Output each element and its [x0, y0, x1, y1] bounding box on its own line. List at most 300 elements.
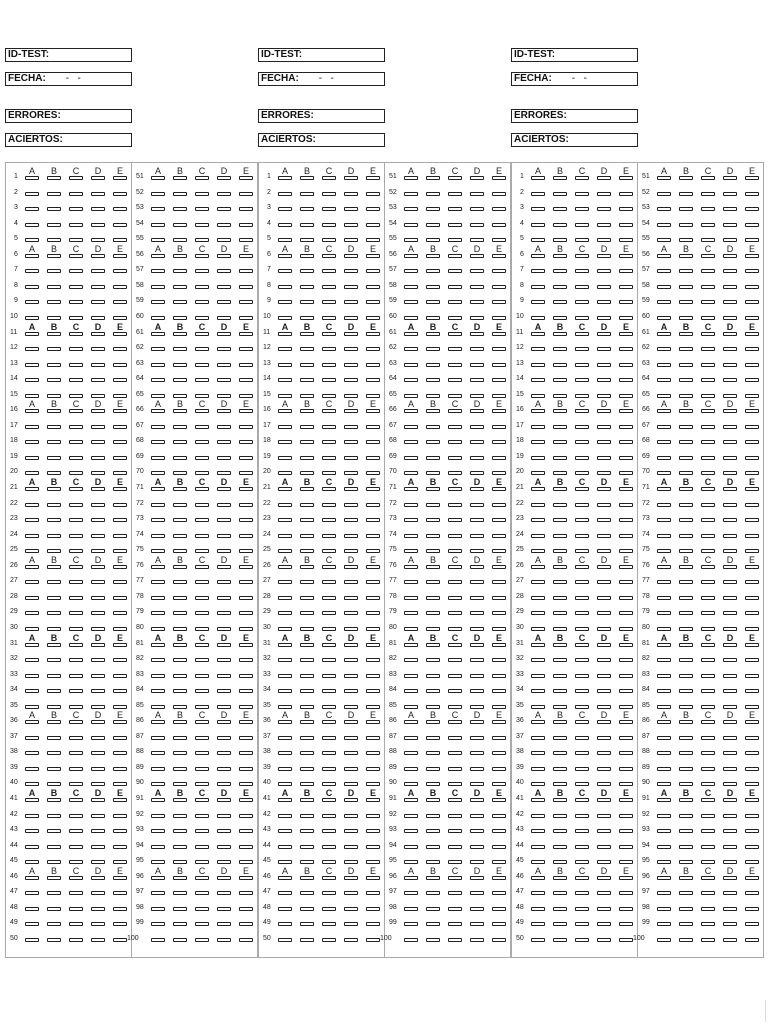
answer-bubble-d[interactable]: [91, 907, 105, 911]
answer-bubble-c[interactable]: [701, 238, 715, 242]
answer-bubble-d[interactable]: [723, 316, 737, 320]
answer-bubble-c[interactable]: [448, 643, 462, 647]
answer-bubble-c[interactable]: [69, 767, 83, 771]
answer-bubble-c[interactable]: [701, 720, 715, 724]
answer-bubble-d[interactable]: [723, 860, 737, 864]
answer-bubble-b[interactable]: [173, 363, 187, 367]
answer-bubble-a[interactable]: [151, 300, 165, 304]
answer-bubble-a[interactable]: [278, 782, 292, 786]
answer-bubble-a[interactable]: [531, 782, 545, 786]
answer-bubble-b[interactable]: [426, 767, 440, 771]
answer-bubble-c[interactable]: [195, 409, 209, 413]
answer-bubble-e[interactable]: [745, 580, 759, 584]
answer-bubble-e[interactable]: [366, 518, 380, 522]
answer-bubble-e[interactable]: [239, 907, 253, 911]
answer-bubble-b[interactable]: [300, 332, 314, 336]
answer-bubble-b[interactable]: [553, 736, 567, 740]
answer-bubble-b[interactable]: [173, 782, 187, 786]
answer-bubble-c[interactable]: [448, 332, 462, 336]
answer-bubble-c[interactable]: [69, 347, 83, 351]
answer-bubble-c[interactable]: [448, 176, 462, 180]
answer-bubble-e[interactable]: [745, 254, 759, 258]
answer-bubble-b[interactable]: [300, 720, 314, 724]
answer-bubble-e[interactable]: [745, 549, 759, 553]
answer-bubble-a[interactable]: [404, 814, 418, 818]
answer-bubble-d[interactable]: [723, 409, 737, 413]
answer-bubble-d[interactable]: [723, 378, 737, 382]
answer-bubble-a[interactable]: [151, 176, 165, 180]
answer-bubble-b[interactable]: [553, 829, 567, 833]
answer-bubble-b[interactable]: [300, 487, 314, 491]
answer-bubble-d[interactable]: [470, 440, 484, 444]
answer-bubble-b[interactable]: [553, 596, 567, 600]
answer-bubble-c[interactable]: [575, 689, 589, 693]
answer-bubble-c[interactable]: [322, 456, 336, 460]
answer-bubble-d[interactable]: [344, 643, 358, 647]
answer-bubble-c[interactable]: [448, 767, 462, 771]
answer-bubble-a[interactable]: [25, 736, 39, 740]
answer-bubble-d[interactable]: [217, 596, 231, 600]
answer-bubble-b[interactable]: [300, 565, 314, 569]
answer-bubble-d[interactable]: [597, 534, 611, 538]
answer-bubble-b[interactable]: [300, 192, 314, 196]
answer-bubble-d[interactable]: [723, 720, 737, 724]
answer-bubble-c[interactable]: [195, 596, 209, 600]
answer-bubble-e[interactable]: [113, 269, 127, 273]
answer-bubble-d[interactable]: [470, 736, 484, 740]
answer-bubble-e[interactable]: [492, 580, 506, 584]
answer-bubble-b[interactable]: [553, 471, 567, 475]
answer-bubble-c[interactable]: [448, 440, 462, 444]
answer-bubble-c[interactable]: [322, 238, 336, 242]
answer-bubble-b[interactable]: [300, 658, 314, 662]
answer-bubble-e[interactable]: [619, 596, 633, 600]
answer-bubble-a[interactable]: [25, 891, 39, 895]
answer-bubble-c[interactable]: [322, 332, 336, 336]
answer-bubble-e[interactable]: [492, 736, 506, 740]
answer-bubble-b[interactable]: [47, 300, 61, 304]
answer-bubble-b[interactable]: [553, 798, 567, 802]
answer-bubble-a[interactable]: [151, 891, 165, 895]
answer-bubble-b[interactable]: [47, 922, 61, 926]
answer-bubble-e[interactable]: [745, 223, 759, 227]
answer-bubble-e[interactable]: [239, 565, 253, 569]
answer-bubble-d[interactable]: [597, 829, 611, 833]
answer-bubble-a[interactable]: [25, 518, 39, 522]
answer-bubble-a[interactable]: [404, 891, 418, 895]
answer-bubble-d[interactable]: [470, 176, 484, 180]
answer-bubble-c[interactable]: [322, 487, 336, 491]
answer-bubble-c[interactable]: [575, 720, 589, 724]
answer-bubble-a[interactable]: [657, 378, 671, 382]
answer-bubble-a[interactable]: [278, 643, 292, 647]
answer-bubble-a[interactable]: [657, 782, 671, 786]
answer-bubble-a[interactable]: [278, 487, 292, 491]
answer-bubble-d[interactable]: [91, 378, 105, 382]
answer-bubble-c[interactable]: [322, 580, 336, 584]
answer-bubble-a[interactable]: [531, 254, 545, 258]
answer-bubble-d[interactable]: [217, 471, 231, 475]
answer-bubble-b[interactable]: [300, 674, 314, 678]
answer-bubble-a[interactable]: [151, 829, 165, 833]
answer-bubble-d[interactable]: [217, 363, 231, 367]
answer-bubble-e[interactable]: [366, 736, 380, 740]
answer-bubble-e[interactable]: [239, 736, 253, 740]
answer-bubble-a[interactable]: [278, 751, 292, 755]
answer-bubble-b[interactable]: [679, 425, 693, 429]
answer-bubble-a[interactable]: [25, 347, 39, 351]
answer-bubble-e[interactable]: [745, 534, 759, 538]
answer-bubble-a[interactable]: [657, 922, 671, 926]
answer-bubble-a[interactable]: [404, 269, 418, 273]
answer-bubble-d[interactable]: [344, 440, 358, 444]
answer-bubble-d[interactable]: [597, 782, 611, 786]
answer-bubble-c[interactable]: [448, 378, 462, 382]
answer-bubble-a[interactable]: [531, 487, 545, 491]
answer-bubble-d[interactable]: [91, 643, 105, 647]
answer-bubble-e[interactable]: [366, 440, 380, 444]
answer-bubble-a[interactable]: [657, 440, 671, 444]
answer-bubble-e[interactable]: [366, 674, 380, 678]
answer-bubble-a[interactable]: [404, 378, 418, 382]
answer-bubble-e[interactable]: [239, 814, 253, 818]
answer-bubble-c[interactable]: [701, 782, 715, 786]
answer-bubble-d[interactable]: [470, 378, 484, 382]
answer-bubble-a[interactable]: [151, 720, 165, 724]
answer-bubble-e[interactable]: [113, 192, 127, 196]
answer-bubble-b[interactable]: [47, 316, 61, 320]
answer-bubble-d[interactable]: [217, 782, 231, 786]
answer-bubble-d[interactable]: [344, 456, 358, 460]
answer-bubble-b[interactable]: [553, 767, 567, 771]
answer-bubble-d[interactable]: [597, 425, 611, 429]
answer-bubble-e[interactable]: [492, 674, 506, 678]
answer-bubble-d[interactable]: [217, 689, 231, 693]
answer-bubble-c[interactable]: [322, 907, 336, 911]
answer-bubble-e[interactable]: [492, 922, 506, 926]
answer-bubble-d[interactable]: [91, 534, 105, 538]
answer-bubble-d[interactable]: [91, 192, 105, 196]
answer-bubble-e[interactable]: [113, 689, 127, 693]
answer-bubble-e[interactable]: [492, 347, 506, 351]
answer-bubble-b[interactable]: [47, 658, 61, 662]
answer-bubble-d[interactable]: [91, 223, 105, 227]
answer-bubble-b[interactable]: [173, 176, 187, 180]
answer-bubble-a[interactable]: [151, 316, 165, 320]
answer-bubble-c[interactable]: [69, 720, 83, 724]
answer-bubble-d[interactable]: [470, 658, 484, 662]
answer-bubble-a[interactable]: [404, 860, 418, 864]
answer-bubble-a[interactable]: [404, 643, 418, 647]
answer-bubble-a[interactable]: [278, 922, 292, 926]
answer-bubble-d[interactable]: [344, 860, 358, 864]
answer-bubble-c[interactable]: [195, 922, 209, 926]
answer-bubble-b[interactable]: [47, 347, 61, 351]
answer-bubble-e[interactable]: [113, 767, 127, 771]
answer-bubble-e[interactable]: [492, 814, 506, 818]
answer-bubble-c[interactable]: [69, 736, 83, 740]
answer-bubble-e[interactable]: [492, 254, 506, 258]
answer-bubble-b[interactable]: [47, 440, 61, 444]
answer-bubble-e[interactable]: [113, 829, 127, 833]
answer-bubble-b[interactable]: [47, 332, 61, 336]
answer-bubble-b[interactable]: [47, 565, 61, 569]
answer-bubble-e[interactable]: [113, 347, 127, 351]
answer-bubble-d[interactable]: [470, 922, 484, 926]
answer-bubble-a[interactable]: [657, 471, 671, 475]
answer-bubble-b[interactable]: [173, 767, 187, 771]
answer-bubble-b[interactable]: [679, 751, 693, 755]
answer-bubble-c[interactable]: [701, 347, 715, 351]
answer-bubble-e[interactable]: [492, 627, 506, 631]
answer-bubble-b[interactable]: [426, 409, 440, 413]
answer-bubble-a[interactable]: [531, 814, 545, 818]
answer-bubble-d[interactable]: [91, 285, 105, 289]
answer-bubble-b[interactable]: [679, 487, 693, 491]
answer-bubble-a[interactable]: [151, 378, 165, 382]
answer-bubble-c[interactable]: [69, 316, 83, 320]
answer-bubble-e[interactable]: [619, 176, 633, 180]
answer-bubble-e[interactable]: [492, 876, 506, 880]
answer-bubble-a[interactable]: [151, 938, 165, 942]
answer-bubble-a[interactable]: [657, 269, 671, 273]
answer-bubble-a[interactable]: [25, 316, 39, 320]
answer-bubble-c[interactable]: [448, 705, 462, 709]
answer-bubble-a[interactable]: [278, 534, 292, 538]
answer-bubble-b[interactable]: [47, 845, 61, 849]
answer-bubble-c[interactable]: [322, 782, 336, 786]
answer-bubble-c[interactable]: [322, 814, 336, 818]
answer-bubble-b[interactable]: [47, 891, 61, 895]
answer-bubble-a[interactable]: [404, 596, 418, 600]
answer-bubble-b[interactable]: [173, 907, 187, 911]
answer-bubble-b[interactable]: [300, 285, 314, 289]
answer-bubble-d[interactable]: [217, 798, 231, 802]
answer-bubble-a[interactable]: [657, 456, 671, 460]
answer-bubble-a[interactable]: [657, 845, 671, 849]
answer-bubble-d[interactable]: [91, 254, 105, 258]
answer-bubble-b[interactable]: [426, 720, 440, 724]
answer-bubble-e[interactable]: [492, 829, 506, 833]
answer-bubble-b[interactable]: [173, 845, 187, 849]
answer-bubble-a[interactable]: [531, 565, 545, 569]
answer-bubble-a[interactable]: [25, 907, 39, 911]
answer-bubble-b[interactable]: [679, 347, 693, 351]
answer-bubble-b[interactable]: [300, 347, 314, 351]
answer-bubble-d[interactable]: [344, 891, 358, 895]
answer-bubble-c[interactable]: [69, 922, 83, 926]
answer-bubble-d[interactable]: [470, 689, 484, 693]
answer-bubble-b[interactable]: [679, 192, 693, 196]
answer-bubble-a[interactable]: [278, 565, 292, 569]
answer-bubble-b[interactable]: [679, 689, 693, 693]
answer-bubble-c[interactable]: [448, 596, 462, 600]
answer-bubble-a[interactable]: [531, 300, 545, 304]
answer-bubble-b[interactable]: [47, 285, 61, 289]
answer-bubble-a[interactable]: [151, 705, 165, 709]
answer-bubble-a[interactable]: [531, 876, 545, 880]
answer-bubble-a[interactable]: [25, 596, 39, 600]
answer-bubble-d[interactable]: [344, 254, 358, 258]
answer-bubble-b[interactable]: [173, 705, 187, 709]
answer-bubble-c[interactable]: [448, 891, 462, 895]
answer-bubble-d[interactable]: [723, 549, 737, 553]
answer-bubble-b[interactable]: [426, 316, 440, 320]
answer-bubble-c[interactable]: [575, 596, 589, 600]
answer-bubble-b[interactable]: [679, 938, 693, 942]
answer-bubble-d[interactable]: [470, 782, 484, 786]
answer-bubble-d[interactable]: [344, 238, 358, 242]
answer-bubble-b[interactable]: [47, 254, 61, 258]
answer-bubble-d[interactable]: [723, 611, 737, 615]
answer-bubble-e[interactable]: [113, 363, 127, 367]
answer-bubble-a[interactable]: [404, 907, 418, 911]
answer-bubble-a[interactable]: [404, 176, 418, 180]
answer-bubble-e[interactable]: [113, 534, 127, 538]
answer-bubble-e[interactable]: [366, 487, 380, 491]
answer-bubble-a[interactable]: [404, 705, 418, 709]
answer-bubble-d[interactable]: [470, 425, 484, 429]
answer-bubble-e[interactable]: [113, 720, 127, 724]
answer-bubble-c[interactable]: [448, 254, 462, 258]
answer-bubble-c[interactable]: [322, 534, 336, 538]
answer-bubble-d[interactable]: [597, 658, 611, 662]
answer-bubble-e[interactable]: [239, 643, 253, 647]
answer-bubble-c[interactable]: [448, 192, 462, 196]
answer-bubble-a[interactable]: [404, 782, 418, 786]
answer-bubble-c[interactable]: [701, 176, 715, 180]
answer-bubble-d[interactable]: [597, 192, 611, 196]
answer-bubble-d[interactable]: [470, 580, 484, 584]
answer-bubble-e[interactable]: [113, 440, 127, 444]
answer-bubble-d[interactable]: [344, 300, 358, 304]
answer-bubble-a[interactable]: [278, 580, 292, 584]
answer-bubble-c[interactable]: [195, 860, 209, 864]
answer-bubble-b[interactable]: [426, 238, 440, 242]
answer-bubble-e[interactable]: [113, 394, 127, 398]
answer-bubble-c[interactable]: [701, 378, 715, 382]
answer-bubble-d[interactable]: [723, 207, 737, 211]
answer-bubble-a[interactable]: [278, 549, 292, 553]
answer-bubble-d[interactable]: [597, 845, 611, 849]
answer-bubble-b[interactable]: [553, 627, 567, 631]
answer-bubble-a[interactable]: [657, 689, 671, 693]
answer-bubble-b[interactable]: [553, 845, 567, 849]
answer-bubble-b[interactable]: [47, 767, 61, 771]
answer-bubble-b[interactable]: [426, 378, 440, 382]
answer-bubble-c[interactable]: [69, 891, 83, 895]
answer-bubble-a[interactable]: [278, 627, 292, 631]
answer-bubble-e[interactable]: [492, 269, 506, 273]
answer-bubble-b[interactable]: [679, 767, 693, 771]
answer-bubble-c[interactable]: [322, 611, 336, 615]
answer-bubble-a[interactable]: [278, 254, 292, 258]
answer-bubble-d[interactable]: [344, 285, 358, 289]
answer-bubble-c[interactable]: [195, 238, 209, 242]
answer-bubble-d[interactable]: [344, 409, 358, 413]
answer-bubble-b[interactable]: [300, 503, 314, 507]
answer-bubble-b[interactable]: [173, 487, 187, 491]
answer-bubble-d[interactable]: [597, 643, 611, 647]
answer-bubble-c[interactable]: [195, 798, 209, 802]
answer-bubble-e[interactable]: [239, 409, 253, 413]
answer-bubble-b[interactable]: [553, 705, 567, 709]
answer-bubble-e[interactable]: [113, 456, 127, 460]
answer-bubble-e[interactable]: [619, 223, 633, 227]
answer-bubble-e[interactable]: [239, 518, 253, 522]
answer-bubble-a[interactable]: [151, 487, 165, 491]
answer-bubble-e[interactable]: [366, 580, 380, 584]
answer-bubble-c[interactable]: [322, 471, 336, 475]
answer-bubble-b[interactable]: [426, 534, 440, 538]
answer-bubble-e[interactable]: [492, 518, 506, 522]
answer-bubble-c[interactable]: [69, 549, 83, 553]
answer-bubble-b[interactable]: [47, 705, 61, 709]
answer-bubble-e[interactable]: [239, 860, 253, 864]
answer-bubble-a[interactable]: [531, 409, 545, 413]
answer-bubble-a[interactable]: [278, 456, 292, 460]
answer-bubble-c[interactable]: [575, 736, 589, 740]
answer-bubble-b[interactable]: [553, 207, 567, 211]
answer-bubble-e[interactable]: [619, 720, 633, 724]
answer-bubble-d[interactable]: [91, 658, 105, 662]
answer-bubble-c[interactable]: [701, 487, 715, 491]
answer-bubble-c[interactable]: [69, 363, 83, 367]
answer-bubble-b[interactable]: [173, 378, 187, 382]
answer-bubble-b[interactable]: [300, 534, 314, 538]
answer-bubble-b[interactable]: [173, 207, 187, 211]
answer-bubble-b[interactable]: [173, 736, 187, 740]
answer-bubble-d[interactable]: [470, 409, 484, 413]
answer-bubble-a[interactable]: [278, 907, 292, 911]
answer-bubble-c[interactable]: [195, 782, 209, 786]
answer-bubble-a[interactable]: [404, 736, 418, 740]
answer-bubble-d[interactable]: [217, 254, 231, 258]
answer-bubble-a[interactable]: [531, 596, 545, 600]
answer-bubble-d[interactable]: [91, 176, 105, 180]
answer-bubble-b[interactable]: [553, 347, 567, 351]
answer-bubble-c[interactable]: [701, 767, 715, 771]
answer-bubble-a[interactable]: [151, 471, 165, 475]
answer-bubble-d[interactable]: [723, 347, 737, 351]
answer-bubble-e[interactable]: [492, 565, 506, 569]
answer-bubble-a[interactable]: [531, 845, 545, 849]
answer-bubble-a[interactable]: [278, 736, 292, 740]
answer-bubble-b[interactable]: [300, 316, 314, 320]
answer-bubble-d[interactable]: [217, 518, 231, 522]
answer-bubble-e[interactable]: [239, 300, 253, 304]
answer-bubble-a[interactable]: [25, 845, 39, 849]
answer-bubble-a[interactable]: [25, 674, 39, 678]
answer-bubble-b[interactable]: [553, 643, 567, 647]
answer-bubble-e[interactable]: [113, 705, 127, 709]
answer-bubble-e[interactable]: [619, 487, 633, 491]
answer-bubble-a[interactable]: [278, 860, 292, 864]
answer-bubble-b[interactable]: [300, 518, 314, 522]
answer-bubble-c[interactable]: [448, 860, 462, 864]
answer-bubble-b[interactable]: [47, 643, 61, 647]
answer-bubble-d[interactable]: [91, 440, 105, 444]
answer-bubble-e[interactable]: [745, 860, 759, 864]
answer-bubble-b[interactable]: [300, 798, 314, 802]
answer-bubble-c[interactable]: [69, 643, 83, 647]
answer-bubble-c[interactable]: [575, 347, 589, 351]
answer-bubble-b[interactable]: [47, 580, 61, 584]
answer-bubble-d[interactable]: [217, 580, 231, 584]
answer-bubble-d[interactable]: [597, 456, 611, 460]
answer-bubble-c[interactable]: [69, 471, 83, 475]
answer-bubble-c[interactable]: [448, 907, 462, 911]
